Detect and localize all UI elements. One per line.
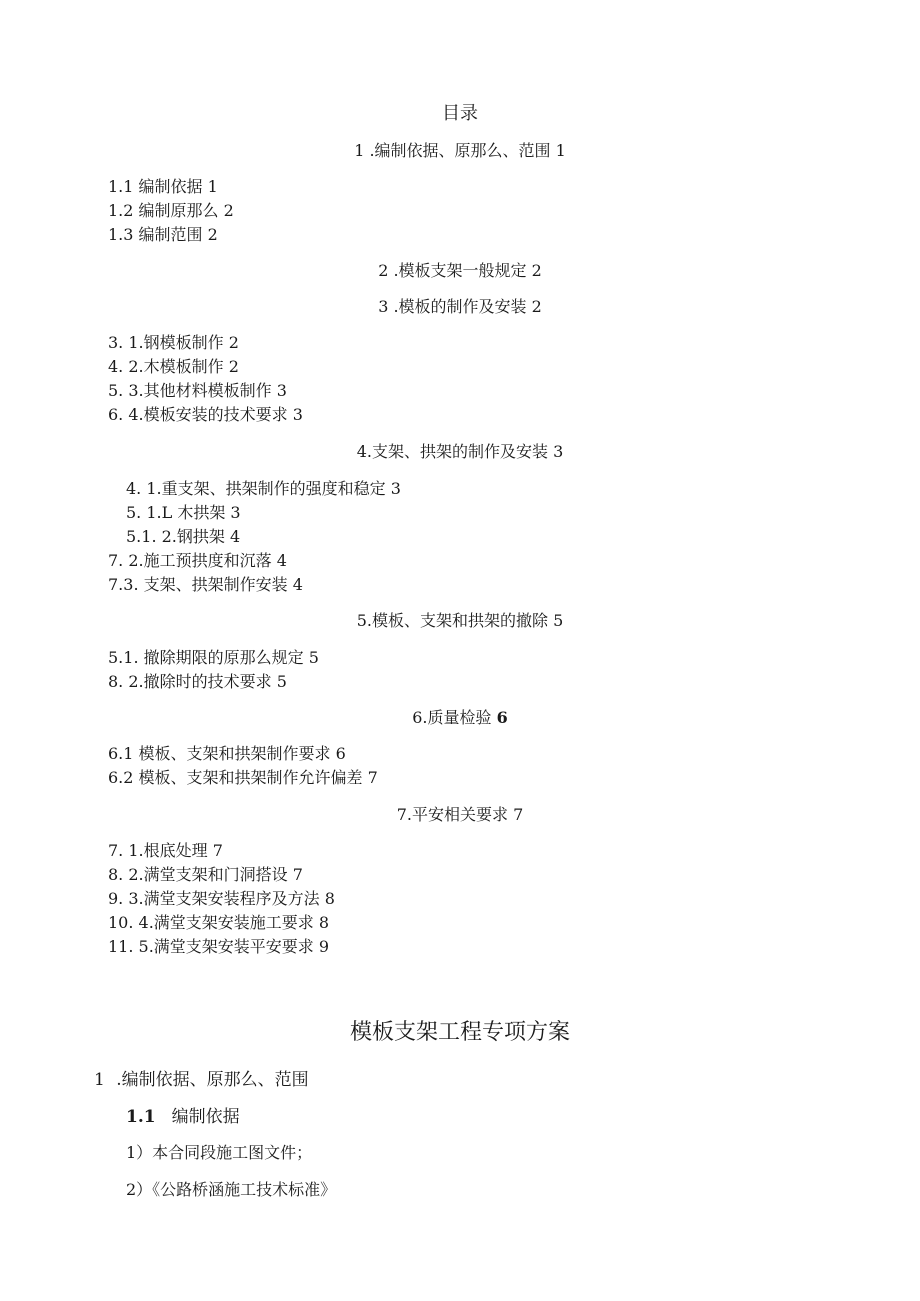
toc-entry[interactable]: 1.3 编制范围 2 bbox=[108, 225, 218, 244]
subsection-title: 编制依据 bbox=[171, 1107, 240, 1127]
document-title: 模板支架工程专项方案 bbox=[349, 1020, 570, 1045]
toc-entry-page: 6 bbox=[496, 708, 508, 727]
toc-entry[interactable]: 6.2 模板、支架和拱架制作允许偏差 7 bbox=[108, 768, 378, 787]
toc-title: 目录 bbox=[442, 103, 478, 124]
toc-entry[interactable]: 1 .编制依据、原那么、范围 1 bbox=[354, 141, 566, 160]
toc-entry[interactable]: 9. 3.满堂支架安装程序及方法 8 bbox=[108, 889, 335, 908]
toc-entry[interactable]: 5.模板、支架和拱架的撤除 5 bbox=[356, 611, 564, 630]
toc-entry[interactable]: 4.支架、拱架的制作及安装 3 bbox=[356, 442, 564, 461]
toc-entry[interactable]: 8. 2.满堂支架和门洞搭设 7 bbox=[108, 865, 303, 884]
list-item: 1）本合同段施工图文件； bbox=[126, 1143, 313, 1162]
toc-entry[interactable]: 6. 4.模板安装的技术要求 3 bbox=[108, 405, 303, 424]
section-heading bbox=[94, 1069, 309, 1091]
toc-entry-label: 6.质量检验 bbox=[412, 708, 497, 727]
toc-entry[interactable]: 5. 3.其他材料模板制作 3 bbox=[108, 381, 287, 400]
toc-entry[interactable]: 3 .模板的制作及安装 2 bbox=[378, 297, 542, 316]
toc-entry[interactable]: 7.3. 支架、拱架制作安装 4 bbox=[108, 575, 303, 594]
toc-entry[interactable] bbox=[0, 708, 920, 728]
toc-entry[interactable]: 7. 2.施工预拱度和沉落 4 bbox=[108, 551, 287, 570]
toc-entry[interactable]: 7.平安相关要求 7 bbox=[396, 805, 524, 824]
section-number: 1 bbox=[94, 1070, 105, 1090]
toc-entry[interactable]: 11. 5.满堂支架安装平安要求 9 bbox=[108, 937, 330, 956]
toc-entry[interactable]: 5.1. 撤除期限的原那么规定 5 bbox=[108, 648, 319, 667]
subsection-number: 1.1 bbox=[126, 1107, 156, 1127]
toc-entry[interactable]: 1.1 编制依据 1 bbox=[108, 177, 218, 196]
toc-entry[interactable]: 4. 1.重支架、拱架制作的强度和稳定 3 bbox=[126, 479, 401, 498]
subsection-heading bbox=[126, 1106, 240, 1128]
toc-entry[interactable]: 8. 2.撤除时的技术要求 5 bbox=[108, 672, 287, 691]
toc-entry[interactable]: 6.1 模板、支架和拱架制作要求 6 bbox=[108, 744, 346, 763]
toc-entry[interactable]: 7. 1.根底处理 7 bbox=[108, 841, 223, 860]
toc-entry[interactable]: 2 .模板支架一般规定 2 bbox=[378, 261, 542, 280]
section-title: .编制依据、原那么、范围 bbox=[116, 1070, 309, 1090]
list-item: 2）《公路桥涵施工技术标准》 bbox=[126, 1180, 337, 1199]
toc-entry[interactable]: 1.2 编制原那么 2 bbox=[108, 201, 234, 220]
toc-entry[interactable]: 4. 2.木模板制作 2 bbox=[108, 357, 239, 376]
toc-entry[interactable]: 5.1. 2.钢拱架 4 bbox=[126, 527, 241, 546]
toc-entry[interactable]: 10. 4.满堂支架安装施工要求 8 bbox=[108, 913, 330, 932]
toc-entry[interactable]: 3. 1.钢模板制作 2 bbox=[108, 333, 239, 352]
toc-entry[interactable]: 5. 1.L 木拱架 3 bbox=[126, 503, 241, 522]
